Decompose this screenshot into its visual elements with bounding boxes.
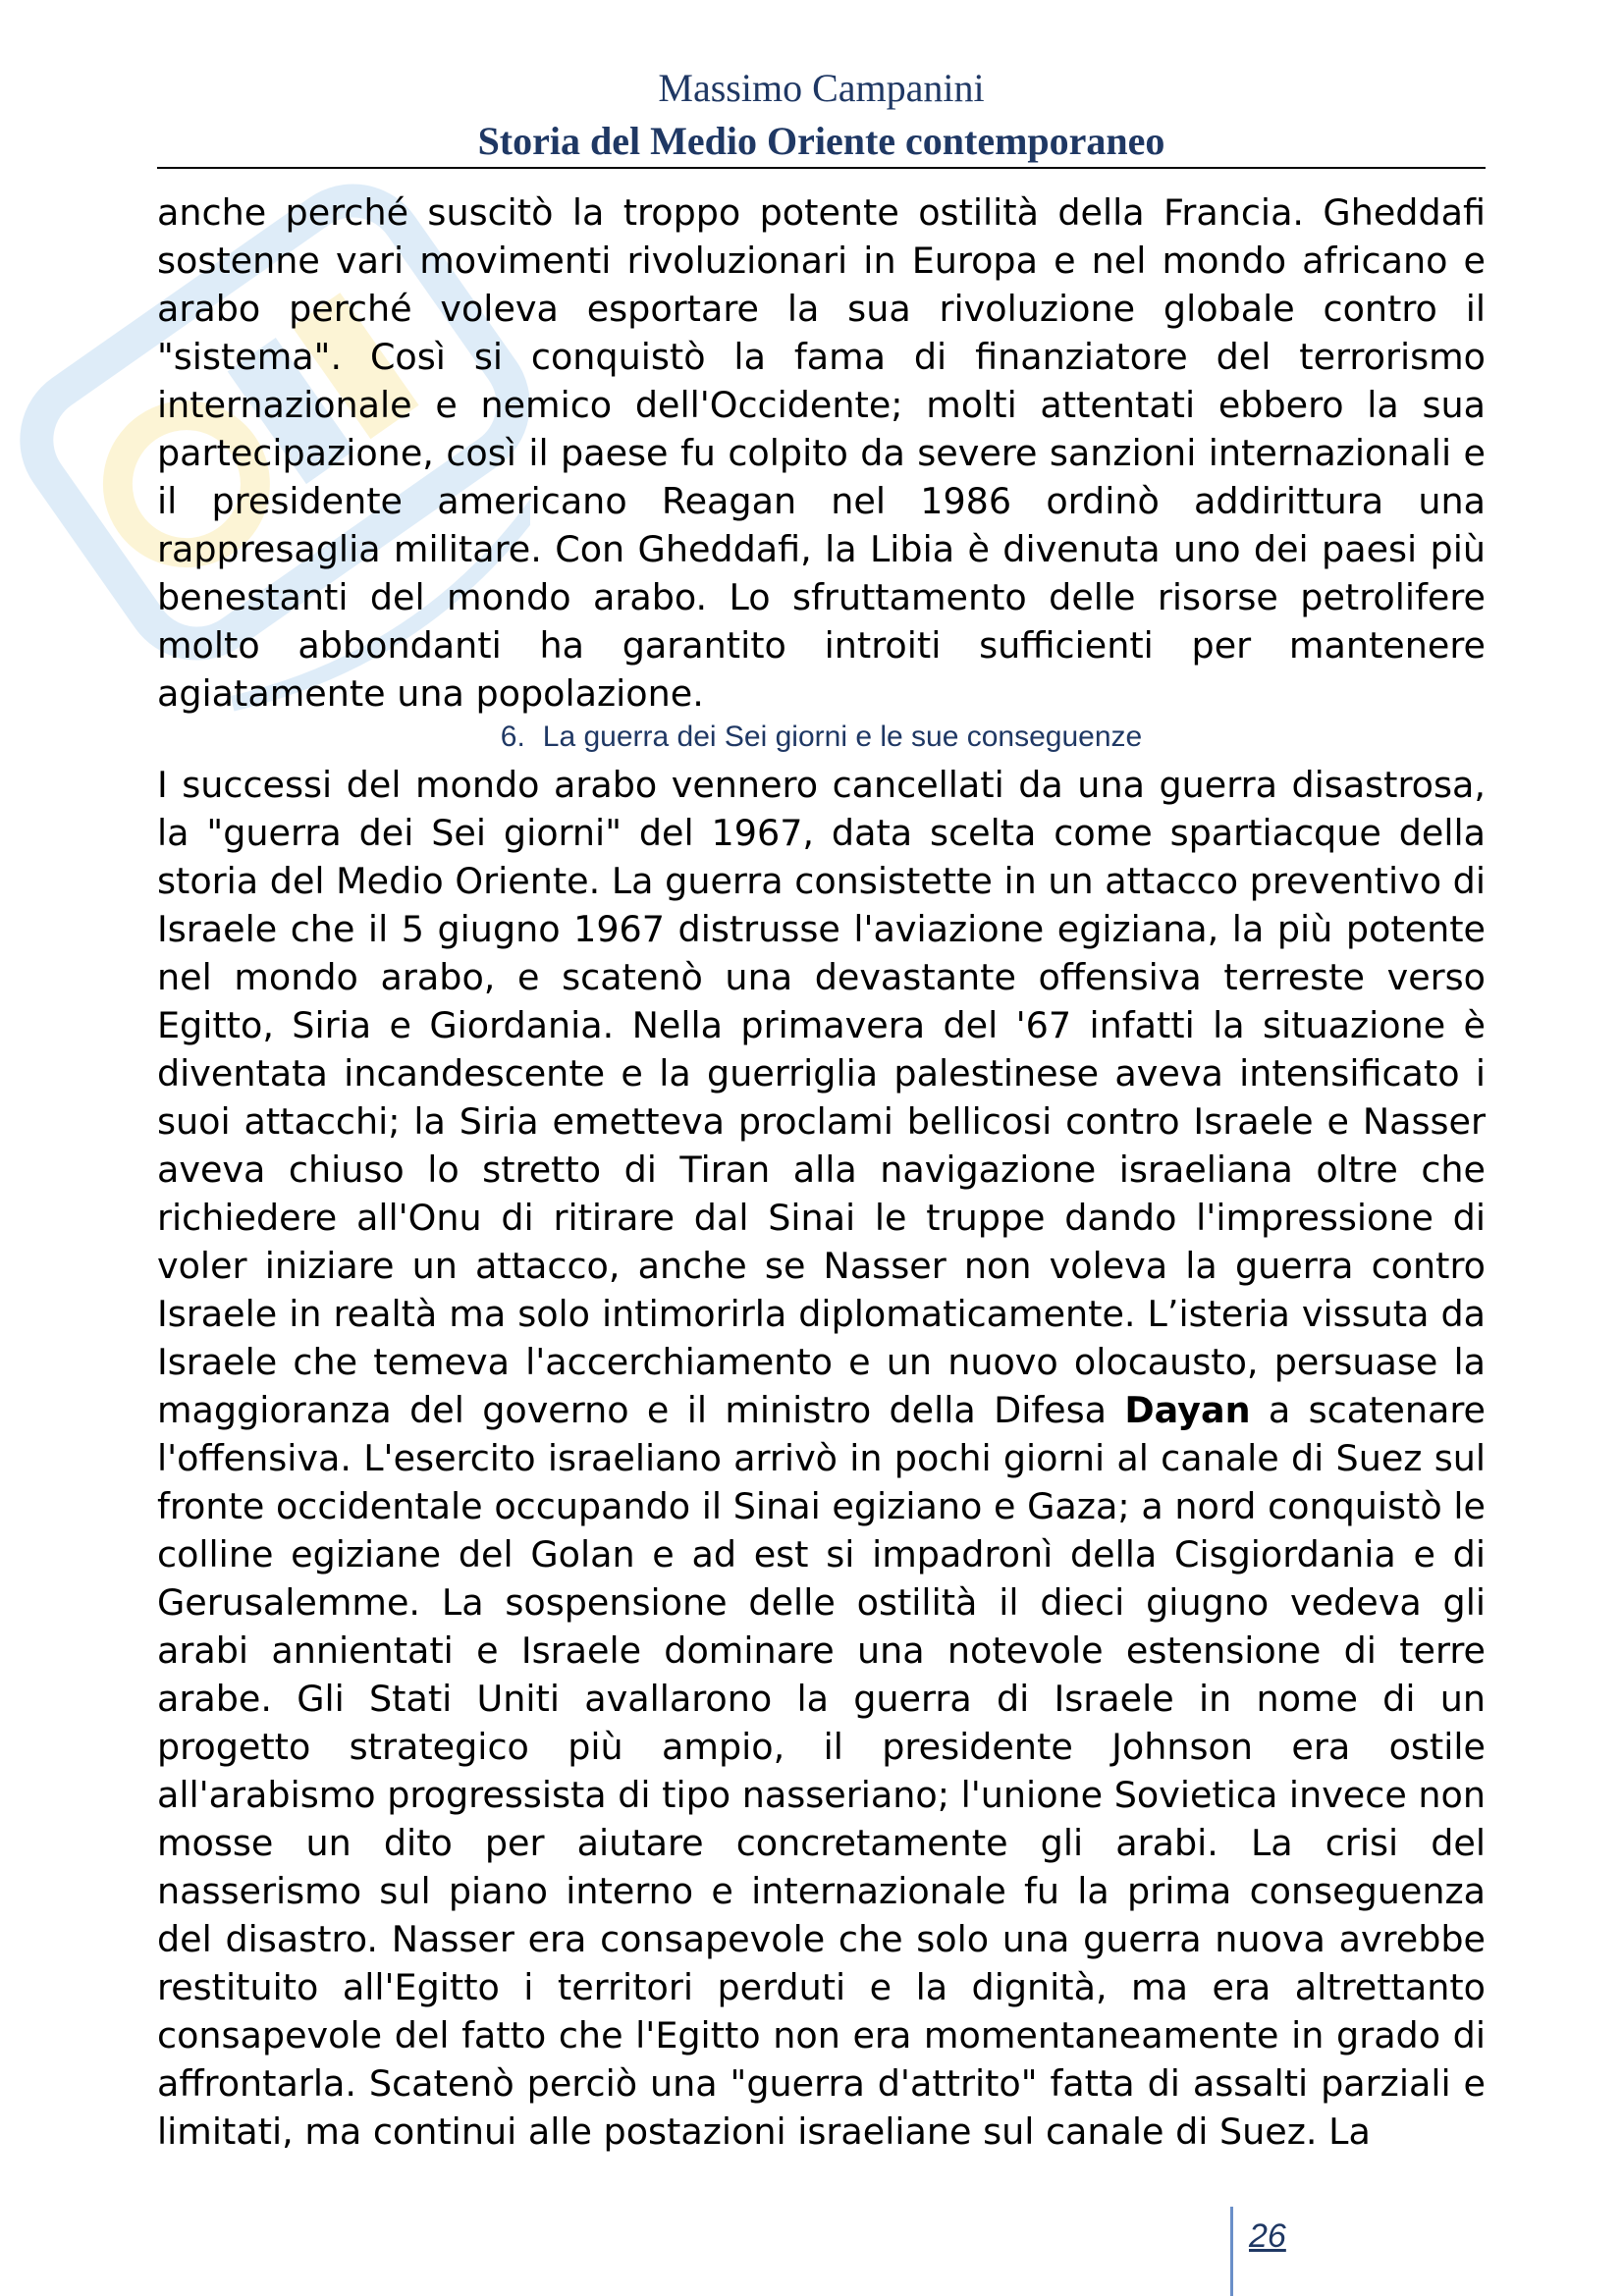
- paragraph-2: [157, 761, 1486, 2156]
- paragraph-2-part-2: a scatenare l'offensiva. L'esercito israeliano arrivò in pochi giorni al canale di Suez sul fronte occidentale occupando il Sinai egiziano e Gaza; a nord conquistò le colline egiziane del Golan e ad est si impadronì della Cisgiordania e di Gerusalemme. La sospensione delle ostilità il dieci giugno vedeva gli arabi annientati e Israele dominare una notevole estensione di terre arabe. Gli Stati Uniti avallarono la guerra di Israele in nome di un progetto strategico più ampio, il presidente Johnson era ostile all'arabismo progressista di tipo nasseriano; l'unione Sovietica invece non mosse un dito per aiutare concretamente gli arabi. La crisi del nasserismo sul piano interno e internazionale fu la prima conseguenza del disastro. Nasser era consapevole che solo una guerra nuova avrebbe restituito all'Egitto i territori perduti e la dignità, ma era altrettanto consapevole del fatto che l'Egitto non era momentaneamente in grado di affrontarla. Scatenò perciò una "guerra d'attrito" fatta di assalti parziali e limitati, ma continui alle postazioni israeliane sul canale di Suez. La: [157, 1389, 1487, 2153]
- footer-rule: [1230, 2207, 1233, 2296]
- header-author: Massimo Campanini: [658, 66, 985, 110]
- header-divider: [157, 167, 1486, 169]
- section-number: 6.: [500, 721, 525, 753]
- section-heading: [157, 718, 1486, 757]
- header-title: Storia del Medio Oriente contemporaneo: [477, 119, 1165, 163]
- paragraph-1: anche perché suscitò la troppo potente ostilità della Francia. Gheddafi sostenne vari movimenti rivoluzionari in Europa e nel mondo africano e arabo perché voleva esportare la sua rivoluzione globale contro il "sistema". Così si conquistò la fama di finanziatore del terrorismo internazionale e nemico dell'Occidente; molti attentati ebbero la sua partecipazione, così il paese fu colpito da severe sanzioni internazionali e il presidente americano Reagan nel 1986 ordinò addirittura una rappresaglia militare. Con Gheddafi, la Libia è divenuta uno dei paesi più benestanti del mondo arabo. Lo sfruttamento delle risorse petrolifere molto abbondanti ha garantito introiti sufficienti per mantenere agiatamente una popolazione.: [157, 191, 1486, 715]
- bold-name-dayan: Dayan: [1124, 1389, 1251, 1431]
- page-header: [157, 61, 1486, 167]
- page-number: 26: [1249, 2217, 1286, 2255]
- main-text: [157, 188, 1486, 2156]
- paragraph-2-part-1: I successi del mondo arabo vennero cancellati da una guerra disastrosa, la "guerra dei Sei giorni" del 1967, data scelta come spartiacque della storia del Medio Oriente. La guerra consistette in un attacco preventivo di Israele che il 5 giugno 1967 distrusse l'aviazione egiziana, la più potente nel mondo arabo, e scatenò una devastante offensiva terreste verso Egitto, Siria e Giordania. Nella primavera del '67 infatti la situazione è diventata incandescente e la guerriglia palestinese aveva intensificato i suoi attacchi; la Siria emetteva proclami bellicosi contro Israele e Nasser aveva chiuso lo stretto di Tiran alla navigazione israeliana oltre che richiedere all'Onu di ritirare dal Sinai le truppe dando l'impressione di voler iniziare un attacco, anche se Nasser non voleva la guerra contro Israele in realtà ma solo intimorirla diplomaticamente. L’isteria vissuta da Israele che temeva l'accerchiamento e un nuovo olocausto, persuase la maggioranza del governo e il ministro della Difesa: [157, 764, 1486, 1431]
- section-title: La guerra dei Sei giorni e le sue conseguenze: [542, 721, 1143, 753]
